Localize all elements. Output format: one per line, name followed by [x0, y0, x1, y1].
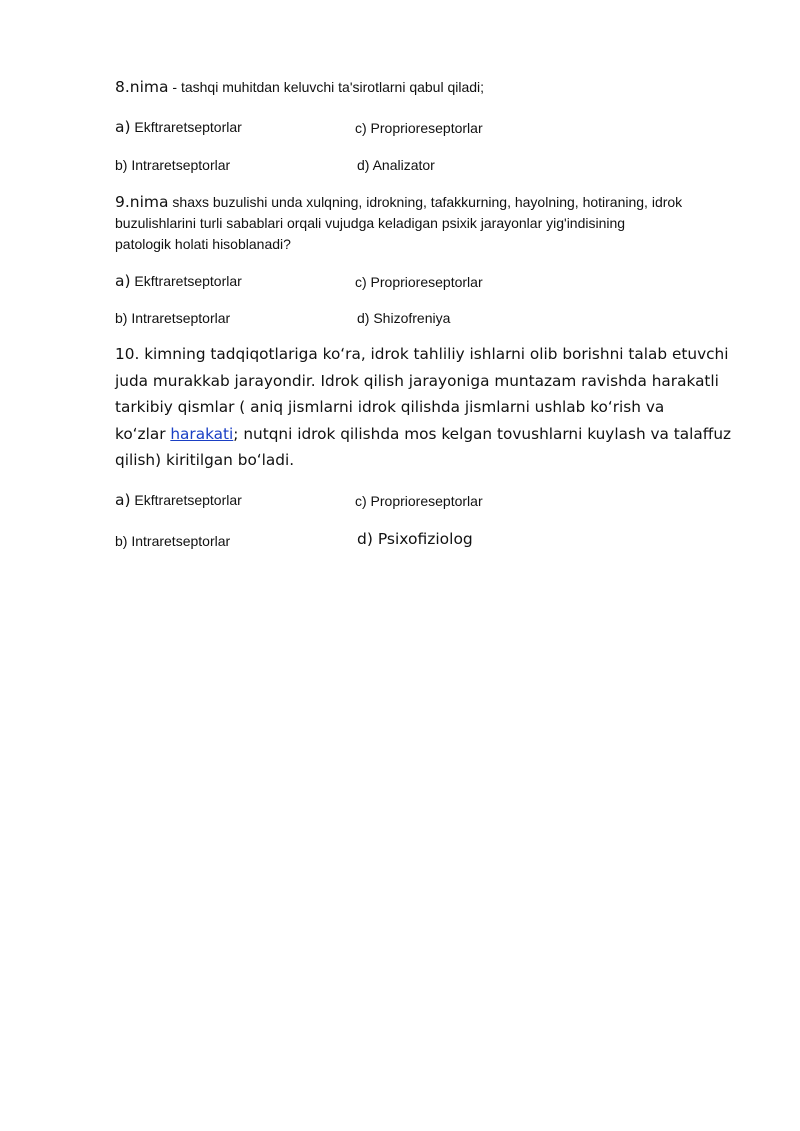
option-letter: a)	[115, 491, 131, 509]
question-9-option-a	[115, 272, 242, 290]
question-8-title	[115, 78, 484, 97]
line-4-suffix: ; nutqni idrok qilishda mos kelgan tovushlarni kuylash va talaffuz	[233, 424, 732, 443]
option-text: Ekftraretseptorlar	[130, 119, 242, 135]
question-8-option-d: d) Analizator	[357, 157, 435, 173]
question-8-text: - tashqi muhitdan keluvchi ta'sirotlarni qabul qiladi;	[168, 79, 485, 95]
question-10-option-d: d) Psixofiziolog	[357, 530, 473, 548]
question-9-option-b: b) Intraretseptorlar	[115, 310, 231, 326]
question-8-option-b: b) Intraretseptorlar	[115, 157, 231, 173]
question-9-line-1: shaxs buzulishi unda xulqning, idrokning, tafakkurning, hayolning, hotiraning, idrok	[168, 194, 683, 210]
question-10-option-a	[115, 491, 242, 509]
question-8-option-a	[115, 118, 242, 136]
question-10-line-1: 10. kimning tadqiqotlariga koʻra, idrok tahliliy ishlarni olib borishni talab etuvchi	[115, 345, 729, 363]
question-9-option-d: d) Shizofreniya	[357, 310, 451, 326]
question-9-line-2: buzulishlarini turli sabablari orqali vujudga keladigan psixik jarayonlar yig'indisining	[115, 215, 626, 231]
option-letter: a)	[115, 272, 131, 290]
question-8-option-c: c) Proprioreseptorlar	[355, 120, 483, 136]
question-10-option-b: b) Intraretseptorlar	[115, 533, 231, 549]
option-letter: a)	[115, 118, 131, 136]
question-10-line-4	[115, 421, 765, 448]
option-text: Ekftraretseptorlar	[130, 273, 242, 289]
question-10-option-c: c) Proprioreseptorlar	[355, 493, 483, 509]
question-9-body	[115, 192, 765, 255]
question-9-number: 9.nima	[115, 193, 169, 211]
harakati-link[interactable]: harakati	[170, 424, 234, 443]
question-10-line-3: tarkibiy qismlar ( aniq jismlarni idrok qilishda jismlarni ushlab koʻrish va	[115, 398, 665, 416]
question-9-option-c: c) Proprioreseptorlar	[355, 274, 483, 290]
option-text: Ekftraretseptorlar	[130, 492, 242, 508]
line-4-prefix: koʻzlar	[115, 424, 171, 443]
question-8-number: 8.nima	[115, 78, 169, 96]
question-10-line-5: qilish) kiritilgan boʻladi.	[115, 451, 295, 469]
question-10-body	[115, 341, 765, 474]
question-9-line-3: patologik holati hisoblanadi?	[115, 236, 291, 252]
question-10-line-2: juda murakkab jarayondir. Idrok qilish jarayoniga muntazam ravishda harakatli	[115, 371, 719, 390]
